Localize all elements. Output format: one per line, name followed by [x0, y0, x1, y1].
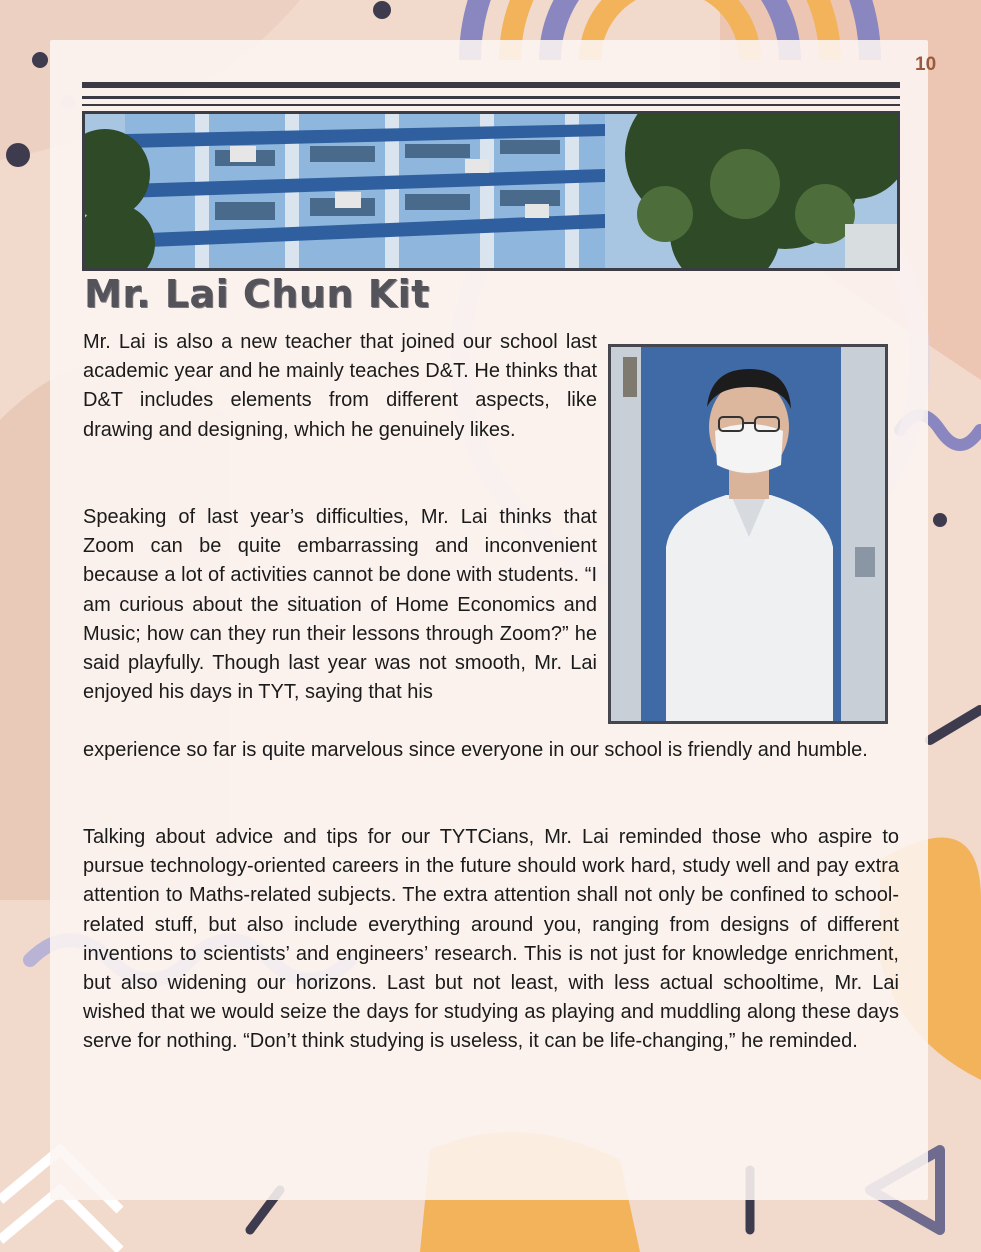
- header-rule: [82, 104, 900, 106]
- school-building-banner-image: [82, 111, 900, 271]
- article-paragraph: Mr. Lai is also a new teacher that joined our school last academic year and he mainly teaches D&T. He thinks that D&T includes elements from different aspects, like drawing and designing, which he genuinely likes.: [83, 331, 597, 441]
- article-title: Mr. Lai Chun Kit: [84, 272, 430, 316]
- teacher-portrait-illustration: [611, 347, 885, 721]
- article-paragraph-continued: experience so far is quite marvelous since everyone in our school is friendly and humble.: [83, 739, 868, 761]
- page-number: 10: [915, 54, 937, 75]
- article-paragraph: Talking about advice and tips for our TYTCians, Mr. Lai reminded those who aspire to pursue technology-oriented careers in the future should work hard, study well and pay extra attention to Maths-related subjects. The extra attention shall not only be confined to school-related stuff, but also include everything around you, ranging from designs of different inventions to scientists’ and engineers’ research. This is not just for knowledge enrichment, but also widening our horizons. Last but not least, with less actual schooltime, Mr. Lai wished that we would seize the days for studying as playing and muddling along these days serve for nothing. “Don’t think studying is useless, it can be life-changing,” he reminded.: [83, 826, 899, 1053]
- header-rule: [82, 96, 900, 99]
- article-paragraph: Speaking of last year’s difficulties, Mr. Lai thinks that Zoom can be quite embarrassing and inconvenient because a lot of activities cannot be done with students. “I am curious about the situation of Home Economics and Music; how can they run their lessons through Zoom?” he said playfully. Though last year was not smooth, Mr. Lai enjoyed his days in TYT, saying that his: [83, 506, 597, 704]
- school-building-illustration: [85, 114, 897, 268]
- teacher-portrait-image: [608, 344, 888, 724]
- header-rule: [82, 82, 900, 88]
